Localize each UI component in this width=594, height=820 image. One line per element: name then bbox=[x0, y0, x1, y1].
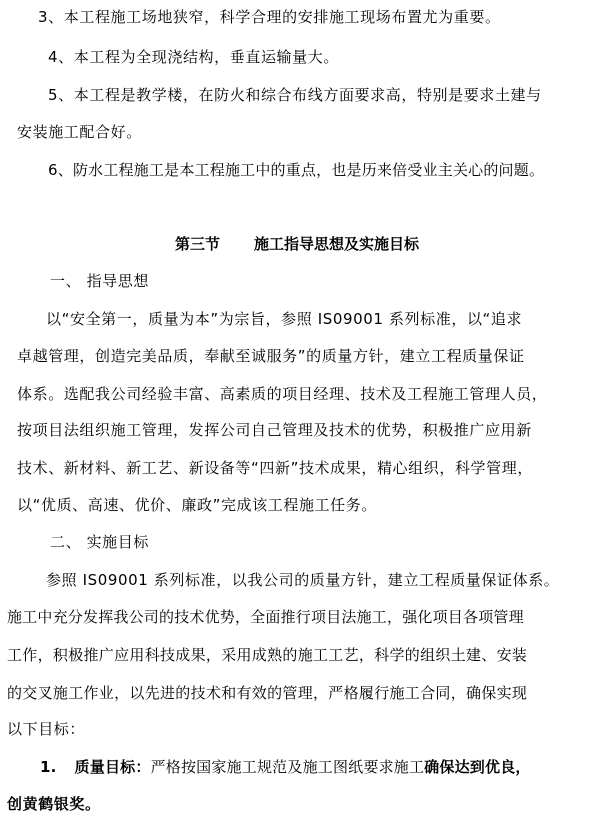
section-title: 施工指导思想及实施目标 bbox=[254, 235, 420, 253]
guiding-line: 以“安全第一，质量为本”为宗旨，参照 IS09001 系列标准，以“追求 bbox=[46, 310, 523, 328]
quality-goal bbox=[40, 757, 531, 777]
list-item-6: 6、防水工程施工是本工程施工中的重点，也是历来倍受业主关心的问题。 bbox=[48, 161, 545, 179]
guiding-line: 按项目法组织施工管理，发挥公司自己管理及技术的优势，积极推广应用新 bbox=[17, 421, 532, 439]
section-heading bbox=[0, 234, 594, 254]
list-item-5: 5、本工程是教学楼，在防火和综合布线方面要求高，特别是要求土建与 bbox=[48, 86, 542, 104]
goals-heading: 二、 实施目标 bbox=[50, 533, 149, 551]
list-item-4: 4、本工程为全现浇结构，垂直运输量大。 bbox=[48, 48, 339, 66]
goals-line: 参照 IS09001 系列标准，以我公司的质量方针，建立工程质量保证体系。 bbox=[46, 571, 560, 589]
quality-goal-text: 严格按国家施工规范及施工图纸要求施工 bbox=[150, 758, 425, 776]
list-item-3: 3、本工程施工场地狭窄，科学合理的安排施工现场布置尤为重要。 bbox=[38, 8, 501, 26]
guiding-heading: 一、 指导思想 bbox=[50, 272, 149, 290]
quality-goal-line2: 创黄鹤银奖。 bbox=[7, 795, 101, 813]
goals-line: 工作，积极推广应用科技成果，采用成熟的施工工艺，科学的组织土建、安装 bbox=[7, 646, 528, 664]
quality-goal-label: 质量目标： bbox=[74, 758, 151, 776]
goals-line: 施工中充分发挥我公司的技术优势，全面推行项目法施工，强化项目各项管理 bbox=[7, 608, 524, 626]
quality-goal-number: 1. bbox=[40, 758, 57, 776]
guiding-line: 技术、新材料、新工艺、新设备等“四新”技术成果，精心组织，科学管理， bbox=[17, 459, 533, 477]
goals-line: 的交叉施工作业，以先进的技术和有效的管理，严格履行施工合同，确保实现 bbox=[7, 684, 528, 702]
section-number: 第三节 bbox=[174, 235, 220, 253]
guiding-line: 体系。选配我公司经验丰富、高素质的项目经理、技术及工程施工管理人员， bbox=[17, 385, 548, 403]
guiding-line: 卓越管理，创造完美品质，奉献至诚服务”的质量方针，建立工程质量保证 bbox=[17, 347, 525, 365]
list-item-5-continued: 安装施工配合好。 bbox=[17, 123, 142, 141]
quality-goal-emphasis: 确保达到优良， bbox=[424, 758, 531, 776]
goals-line: 以下目标： bbox=[7, 720, 86, 738]
guiding-line: 以“优质、高速、优价、廉政”完成该工程施工任务。 bbox=[17, 496, 377, 514]
